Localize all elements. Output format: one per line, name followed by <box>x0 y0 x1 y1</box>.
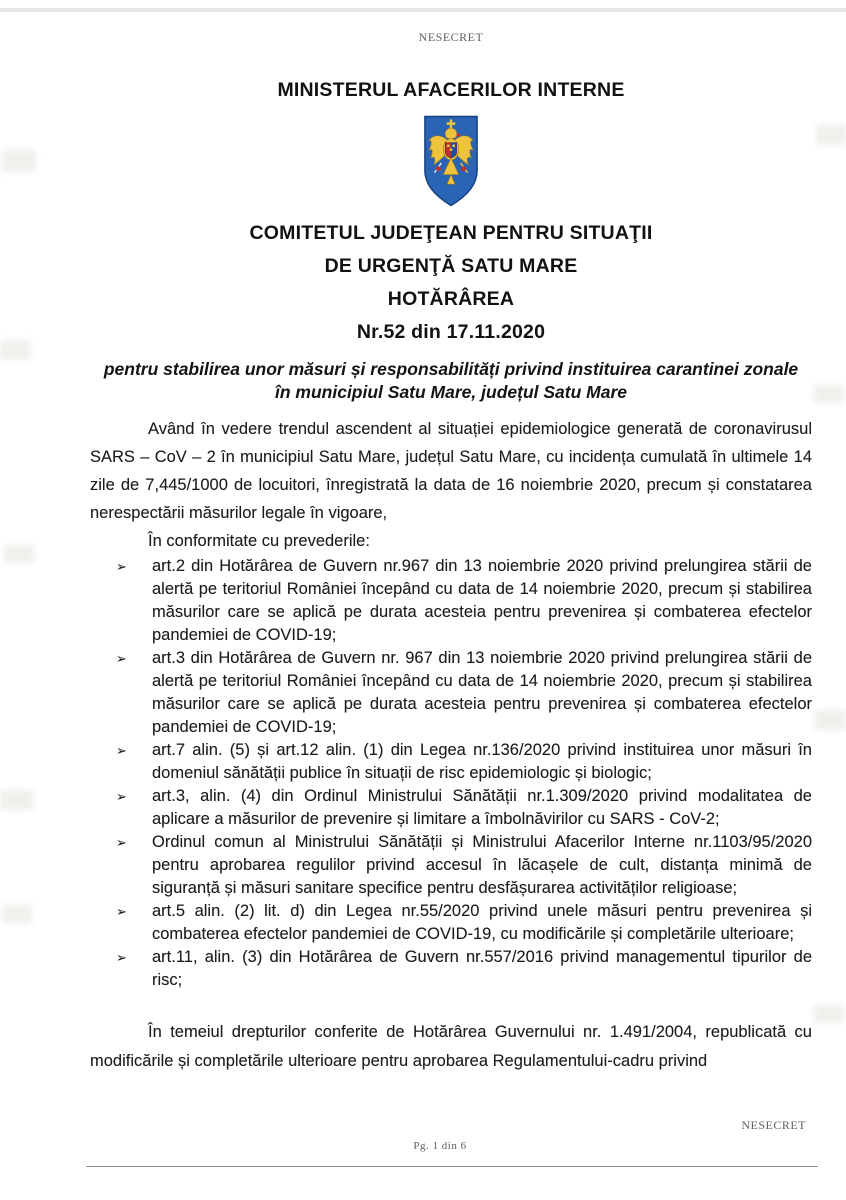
list-item-text: art.11, alin. (3) din Hotărârea de Guvern nr.557/2016 privind managementul tipurilor de risc; <box>152 948 812 989</box>
arrow-bullet-icon: ➢ <box>116 951 127 966</box>
list-item-text: art.3, alin. (4) din Ordinul Ministrului Sănătății nr.1.309/2020 privind modalitatea de aplicare a măsurilor de prevenire și limitare a îmbolnăvirilor cu SARS - CoV-2; <box>152 787 812 828</box>
decision-title: HOTĂRÂREA <box>387 288 515 310</box>
list-item <box>116 831 812 900</box>
arrow-bullet-icon: ➢ <box>116 652 127 667</box>
list-item <box>116 946 812 992</box>
legal-references-list <box>90 555 812 992</box>
list-item-text: art.7 alin. (5) și art.12 alin. (1) din Legea nr.136/2020 privind instituirea unor măsuri în domeniul sănătății publice în situații de risc epidemiologic și biologic; <box>152 741 812 782</box>
preamble-paragraph: Având în vedere trendul ascendent al situației epidemiologice generată de coronavirusul SARS – CoV – 2 în municipiul Satu Mare, județul Satu Mare, cu incidența cumulată în ultimele 14 zile de 7,445/1000 de locuitori, înregistrată la data de 16 noiembrie 2020, precum și constatarea nerespectării măsurilor legale în vigoare, <box>90 420 812 522</box>
closing-paragraph: În temeiul drepturilor conferite de Hotărârea Guvernului nr. 1.491/2004, republicată cu modificările și completările ulterioare pentru aprobarea Regulamentului-cadru privind <box>90 1023 812 1070</box>
ministry-title: MINISTERUL AFACERILOR INTERNE <box>277 79 625 101</box>
arrow-bullet-icon: ➢ <box>116 744 127 759</box>
classification-header: NESECRET <box>418 30 484 44</box>
list-item-text: art.3 din Hotărârea de Guvern nr. 967 din 13 noiembrie 2020 privind prelungirea stării de alertă pe teritoriul României începând cu data de 14 noiembrie 2020, precum și stabilirea măsurilor care se aplică pe durata acesteia pentru prevenirea și combaterea efectelor pandemiei de COVID-19; <box>152 649 812 736</box>
arrow-bullet-icon: ➢ <box>116 560 127 575</box>
list-item <box>116 785 812 831</box>
decision-number: Nr.52 din 17.11.2020 <box>356 321 546 343</box>
romania-coat-of-arms-icon <box>422 114 480 208</box>
list-item-text: Ordinul comun al Ministrului Sănătății și Ministrului Afacerilor Interne nr.1103/95/2020 pentru aprobarea regulilor privind accesul în lăcașele de cult, distanța minimă de siguranță și măsuri sanitare specifice pentru desfășurarea activităților religioase; <box>152 833 812 897</box>
decision-subtitle: pentru stabilirea unor măsuri și responsabilități privind instituirea carantinei zonale în municipiul Satu Mare, județul Satu Mare <box>103 359 799 402</box>
arrow-bullet-icon: ➢ <box>116 905 127 920</box>
committee-title-line1: COMITETUL JUDEŢEAN PENTRU SITUAŢII <box>249 222 653 244</box>
footer-page-number: Pg. 1 din 6 <box>413 1140 467 1152</box>
arrow-bullet-icon: ➢ <box>116 790 127 805</box>
list-intro: În conformitate cu prevederile: <box>148 532 370 550</box>
list-item <box>116 555 812 647</box>
arrow-bullet-icon: ➢ <box>116 836 127 851</box>
list-item <box>116 739 812 785</box>
list-item <box>116 647 812 739</box>
footer-divider <box>86 1166 818 1167</box>
coat-of-arms-container <box>90 114 812 208</box>
list-item <box>116 900 812 946</box>
footer-classification: NESECRET <box>741 1118 806 1132</box>
list-item-text: art.5 alin. (2) lit. d) din Legea nr.55/2020 privind unele măsuri pentru prevenirea și combaterea efectelor pandemiei de COVID-19, cu modificările și completările ulterioare; <box>152 902 812 943</box>
committee-title-line2: DE URGENŢĂ SATU MARE <box>324 255 578 277</box>
list-item-text: art.2 din Hotărârea de Guvern nr.967 din 13 noiembrie 2020 privind prelungirea stării de alertă pe teritoriul României începând cu data de 14 noiembrie 2020, precum și stabilirea măsurilor care se aplică pe durata acesteia pentru prevenirea și combaterea efectelor pandemiei de COVID-19; <box>152 557 812 644</box>
